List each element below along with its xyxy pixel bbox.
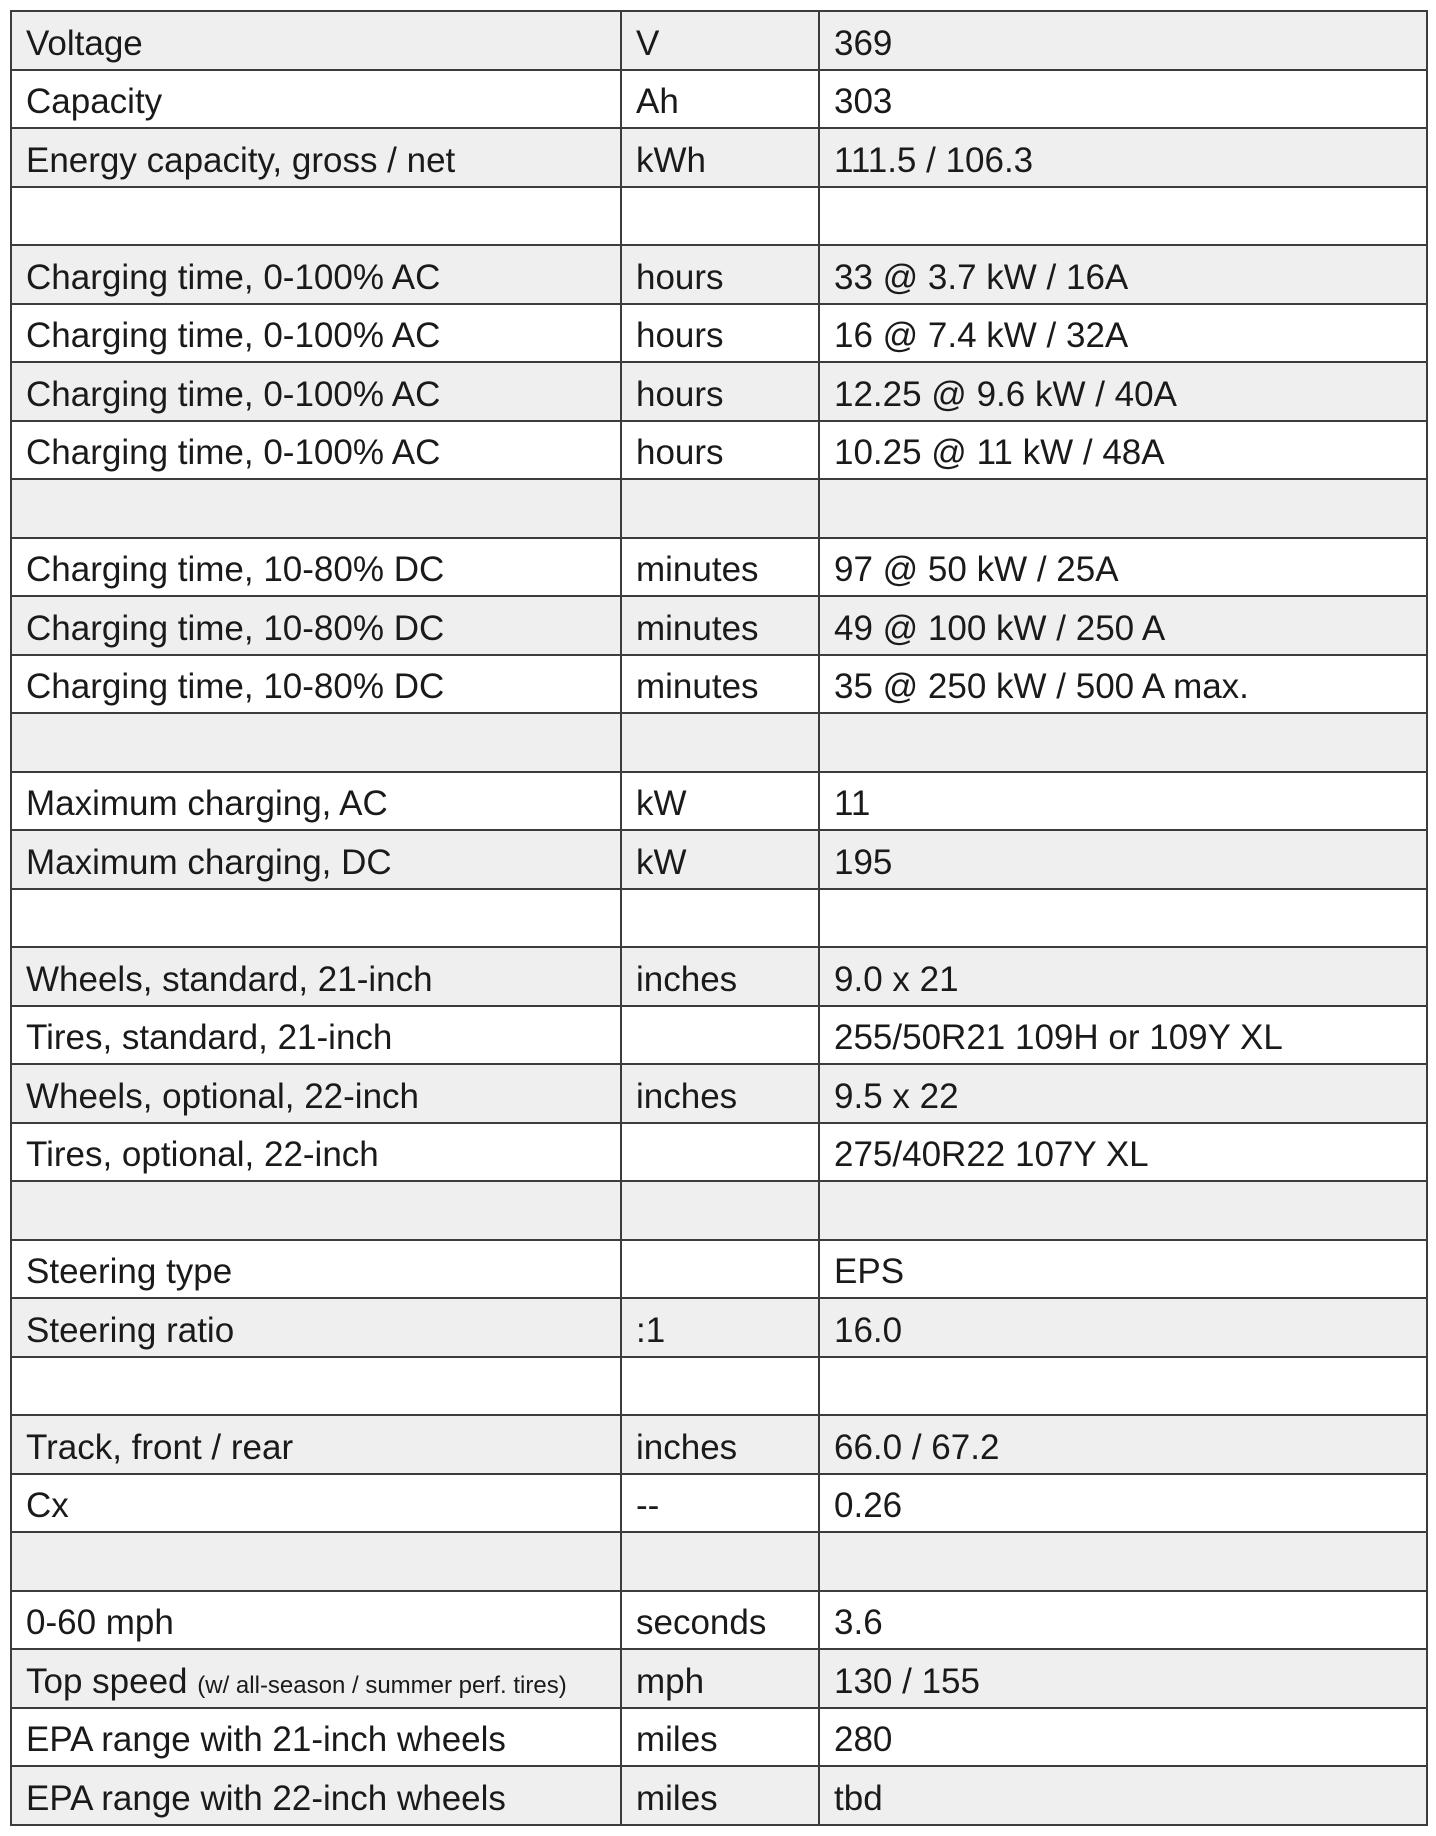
spec-label: Charging time, 0-100% AC (26, 374, 441, 414)
table-row (11, 1064, 1427, 1123)
spec-value: 10.25 @ 11 kW / 48A (819, 421, 1427, 480)
spec-label-cell (11, 479, 621, 538)
spec-label: Steering type (26, 1252, 233, 1292)
spec-unit: hours (621, 245, 819, 304)
spec-unit (621, 1181, 819, 1240)
spec-label-note: (w/ all-season / summer perf. tires) (197, 1671, 567, 1699)
spec-value (819, 1181, 1427, 1240)
table-row (11, 1474, 1427, 1533)
spec-unit (621, 479, 819, 538)
spec-value: 9.5 x 22 (819, 1064, 1427, 1123)
spec-value (819, 1532, 1427, 1591)
spec-unit: -- (621, 1474, 819, 1533)
spec-unit: kW (621, 830, 819, 889)
spec-unit: V (621, 11, 819, 70)
spacer-row (11, 713, 1427, 772)
spec-unit: :1 (621, 1298, 819, 1357)
table-row (11, 1240, 1427, 1299)
spec-label: EPA range with 21-inch wheels (26, 1720, 506, 1760)
spec-unit: miles (621, 1766, 819, 1825)
spec-value: 303 (819, 70, 1427, 129)
spec-value: EPS (819, 1240, 1427, 1299)
spec-label: Charging time, 0-100% AC (26, 316, 441, 356)
spec-value: 66.0 / 67.2 (819, 1415, 1427, 1474)
spec-value (819, 479, 1427, 538)
spec-label: Charging time, 10-80% DC (26, 608, 445, 648)
table-row (11, 947, 1427, 1006)
spec-value: tbd (819, 1766, 1427, 1825)
spec-label-cell (11, 1708, 621, 1767)
table-row (11, 1006, 1427, 1065)
spec-label-cell (11, 421, 621, 480)
spec-label-cell (11, 1591, 621, 1650)
spec-label-cell (11, 1766, 621, 1825)
spec-unit: minutes (621, 596, 819, 655)
spec-unit (621, 1006, 819, 1065)
spec-label: Maximum charging, AC (26, 784, 388, 824)
spec-unit: minutes (621, 538, 819, 597)
spec-label-cell (11, 1357, 621, 1416)
spec-label: Wheels, standard, 21-inch (26, 959, 433, 999)
spec-label: 0-60 mph (26, 1603, 174, 1643)
spec-label: Maximum charging, DC (26, 842, 392, 882)
spacer-row (11, 1181, 1427, 1240)
spec-label: Charging time, 10-80% DC (26, 550, 445, 590)
spec-label-cell (11, 362, 621, 421)
spec-value: 12.25 @ 9.6 kW / 40A (819, 362, 1427, 421)
spec-label-cell (11, 245, 621, 304)
table-row (11, 245, 1427, 304)
spec-label-cell (11, 1474, 621, 1533)
table-row (11, 128, 1427, 187)
spec-unit: seconds (621, 1591, 819, 1650)
spec-unit (621, 1357, 819, 1416)
spec-table (10, 10, 1428, 1826)
spec-label: Wheels, optional, 22-inch (26, 1076, 419, 1116)
spec-label: Charging time, 10-80% DC (26, 667, 445, 707)
spec-value: 33 @ 3.7 kW / 16A (819, 245, 1427, 304)
spec-label-cell (11, 655, 621, 714)
spec-value (819, 187, 1427, 246)
spacer-row (11, 187, 1427, 246)
table-row (11, 830, 1427, 889)
spec-value: 280 (819, 1708, 1427, 1767)
spec-value: 16 @ 7.4 kW / 32A (819, 304, 1427, 363)
spec-label: Steering ratio (26, 1310, 235, 1350)
spec-value: 130 / 155 (819, 1649, 1427, 1708)
spec-label-cell (11, 1006, 621, 1065)
spec-value: 97 @ 50 kW / 25A (819, 538, 1427, 597)
spec-label-cell (11, 538, 621, 597)
spec-unit (621, 1123, 819, 1182)
spec-label-cell (11, 1240, 621, 1299)
spec-label: Tires, optional, 22-inch (26, 1135, 379, 1175)
table-row (11, 304, 1427, 363)
spec-label-cell (11, 1298, 621, 1357)
spec-value: 0.26 (819, 1474, 1427, 1533)
spec-table-body (11, 11, 1427, 1825)
spec-value (819, 1357, 1427, 1416)
spec-label: EPA range with 22-inch wheels (26, 1778, 506, 1818)
spec-unit: inches (621, 1415, 819, 1474)
table-row (11, 1591, 1427, 1650)
spec-label-cell (11, 11, 621, 70)
spec-value: 16.0 (819, 1298, 1427, 1357)
table-row (11, 1123, 1427, 1182)
spec-label-cell (11, 947, 621, 1006)
spec-label: Charging time, 0-100% AC (26, 257, 441, 297)
spec-unit (621, 1532, 819, 1591)
spec-value: 195 (819, 830, 1427, 889)
spec-label: Tires, standard, 21-inch (26, 1018, 393, 1058)
spec-label: Cx (26, 1486, 69, 1526)
spec-label-cell (11, 1415, 621, 1474)
spec-unit: kWh (621, 128, 819, 187)
spec-value (819, 713, 1427, 772)
spec-label-cell (11, 596, 621, 655)
spec-value: 111.5 / 106.3 (819, 128, 1427, 187)
spec-label-cell (11, 889, 621, 948)
spacer-row (11, 1357, 1427, 1416)
spec-label-cell (11, 830, 621, 889)
spec-unit (621, 187, 819, 246)
spec-unit: inches (621, 947, 819, 1006)
spec-value: 49 @ 100 kW / 250 A (819, 596, 1427, 655)
spacer-row (11, 1532, 1427, 1591)
spec-value (819, 889, 1427, 948)
table-row (11, 655, 1427, 714)
spec-unit: hours (621, 362, 819, 421)
table-row (11, 596, 1427, 655)
spec-value: 11 (819, 772, 1427, 831)
spec-label-cell (11, 187, 621, 246)
spec-label: Track, front / rear (26, 1427, 294, 1467)
spec-unit: kW (621, 772, 819, 831)
spec-label-cell (11, 70, 621, 129)
spec-value: 255/50R21 109H or 109Y XL (819, 1006, 1427, 1065)
table-row (11, 1649, 1427, 1708)
spec-label-cell (11, 772, 621, 831)
spec-unit (621, 889, 819, 948)
spec-value: 369 (819, 11, 1427, 70)
table-row (11, 11, 1427, 70)
spec-unit: hours (621, 421, 819, 480)
spec-label-cell (11, 713, 621, 772)
spec-unit: minutes (621, 655, 819, 714)
spec-label-cell (11, 1064, 621, 1123)
spec-label: Charging time, 0-100% AC (26, 433, 441, 473)
table-row (11, 1766, 1427, 1825)
spec-label: Top speed (26, 1661, 188, 1701)
spec-unit: miles (621, 1708, 819, 1767)
spec-label-cell (11, 1123, 621, 1182)
spec-value: 9.0 x 21 (819, 947, 1427, 1006)
spec-label-cell (11, 128, 621, 187)
spec-label-cell (11, 1181, 621, 1240)
table-row (11, 1298, 1427, 1357)
spec-value: 275/40R22 107Y XL (819, 1123, 1427, 1182)
spec-label: Voltage (26, 23, 143, 63)
table-row (11, 70, 1427, 129)
table-row (11, 1415, 1427, 1474)
spec-label-cell (11, 304, 621, 363)
spec-label-cell (11, 1649, 621, 1708)
spacer-row (11, 479, 1427, 538)
table-row (11, 362, 1427, 421)
spec-label-cell (11, 1532, 621, 1591)
spec-unit (621, 713, 819, 772)
spec-value: 35 @ 250 kW / 500 A max. (819, 655, 1427, 714)
spec-unit: hours (621, 304, 819, 363)
spec-unit: Ah (621, 70, 819, 129)
spec-unit: inches (621, 1064, 819, 1123)
spec-unit: mph (621, 1649, 819, 1708)
spacer-row (11, 889, 1427, 948)
spec-label: Capacity (26, 82, 163, 122)
table-row (11, 421, 1427, 480)
spec-label: Energy capacity, gross / net (26, 140, 456, 180)
table-row (11, 772, 1427, 831)
spec-value: 3.6 (819, 1591, 1427, 1650)
spec-unit (621, 1240, 819, 1299)
table-row (11, 538, 1427, 597)
table-row (11, 1708, 1427, 1767)
